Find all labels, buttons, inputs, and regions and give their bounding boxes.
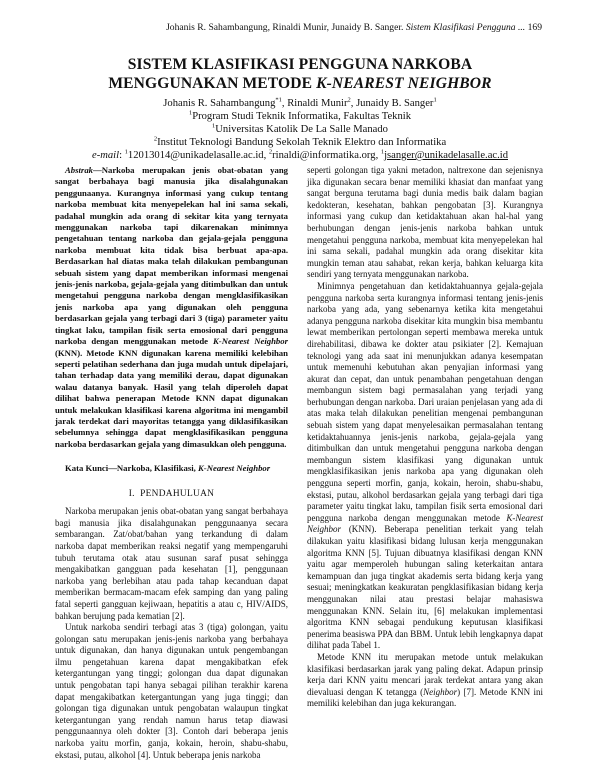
affiliation-3: [0, 136, 600, 149]
affiliation-2-text: Universitas Katolik De La Salle Manado: [215, 124, 388, 135]
author-2-sup: 2: [347, 96, 351, 104]
page-number: 169: [527, 22, 542, 33]
author-list: [0, 97, 600, 110]
affiliation-2: [0, 123, 600, 136]
abstract-label: Abstrak: [65, 165, 94, 175]
abstract-method: K-Nearest Neighbor: [213, 336, 288, 347]
title-line-2: [0, 74, 600, 93]
keywords-italic: K-Nearest Neighbor: [198, 463, 271, 474]
abstract-text-1: —Narkoba merupakan jenis obat-obatan yang sangat berbahaya bagi manusia jika disalahgunakan penggunaanya. Kurangnya informasi yang cukup tentang narkoba membuat kita menyepelekan hal ini sama sekali, padahal mungkin ada orang di sekitar kita yang ternyata menggunakan narkoba tapi dikarenakan minimnya pengetahuan tentang narkoba dan gejala-gejala pengguna narkoba membuat kita tidak bisa berbuat apa-apa. Berdasarkan hal diatas maka telah dilakukan pembangunan sebuah sistem yang dapat memberikan informasi mengenai jenis-jenis narkoba, gejala-gejala yang ditimbulkan dan untuk mengetahui pengguna narkoba dengan mengklasifikasikan jenis narkoba apa yang digunakan oleh pengguna berdasarkan gejala yang terbagi dari 3 (tiga) parameter yaitu tingkat laku, tampilan fisik serta emosional dari pengguna narkoba dengan menggunakan metode: [55, 165, 288, 347]
affiliation-1-sup: 1: [188, 109, 193, 117]
right-paragraph-2-tail: (KNN). Beberapa penelitian terkait yang telah dilakukan yaitu klasifikasi bidang lulusan kerja menggunakan algoritma KNN [5]. Tujuan dibuatnya klasifikasi dengan KNN yaitu agar memperoleh hubungan saling keterkaitan antara kemampuan dan juga tingkat akademis serta bidang kerja yang sesuai; meningkatkan keakuratan pengklasifikasian bidang kerja menggunakan nilai atau prestasi belajar mahasiswa menggunakan KNN. Selain itu, [6] melakukan implementasi algoritma KNN sebagai pendukung keputusan klasifikasi penerima beasiswa PPA dan BBM. Untuk lebih lengkapnya dapat dilihat pada Tabel 1.: [307, 524, 543, 651]
section-heading: [55, 489, 288, 501]
running-head: [166, 22, 542, 33]
right-paragraph-2: [307, 281, 543, 652]
affiliation-1-text: Program Studi Teknik Informatika, Fakultas Teknik: [192, 111, 412, 122]
affiliation-3-sup: 2: [153, 135, 158, 143]
affiliation-1: [0, 110, 600, 123]
running-head-journal: Sistem Klasifikasi Pengguna ...: [405, 22, 526, 33]
section-number: I.: [128, 488, 135, 499]
abstract-text-2: (KNN). Metode KNN digunakan karena memiliki kelebihan seperti pelatihan sederhana dan juga mudah untuk dipelajari, tahan terhadap data yang memiliki derau, dapat digunakan walau datanya banyak. Hasil yang telah diperoleh dapat dilihat bahwa penerapan Metode KNN dapat digunakan untuk melakukan klasifikasi karena algoritma ini mengambil jarak terdekat dari mayoritas tetangga yang diklasifikasikan sebelumnya sehingga dapat mengklasifikasikan pengguna narkoba berdasarkan gejala yang dimasukkan oleh pengguna.: [55, 347, 288, 449]
right-paragraph-3-text: Metode KNN itu merupakan metode untuk melakukan klasifikasi berdasarkan jarak yang paling dekat. Adapun prinsip kerja dari KNN yaitu mencari jarak terdekat antara yang akan dievaluasi dengan K tetangga (: [307, 651, 543, 697]
right-paragraph-1: seperti golongan tiga yakni metadon, naltrexone dan sejenisnya jika digunakan secara benar memiliki khasiat dan manfaat yang sangat berguna terutama bagi dunia medis baik dalam bagian kedokteran, kesehatan, bahkan pengobatan [3]. Kurangnya informasi yang cukup dan ketidaktahuan akan hal-hal yang berhubungan dengan jenis-jenis narkoba bahkan untuk mengetahui pengguna narkoba, membuat kita menyepelekan hal ini sama sekali, padahal mungkin ada orang disekitar kita mungkin teman atau sahabat, rekan kerja, bahkan keluarga kita sendiri yang ternyata menggunakan narkoba.: [307, 165, 543, 280]
right-column: [307, 165, 543, 710]
email-line: e-mail: $^1$12013014@unikadelasalle.ac.id, $^2$rinaldi@informatika.org, $^1$jsanger@unikadelasalle.ac.id: [92, 148, 508, 161]
email-3-sup: 1: [380, 148, 385, 156]
author-3-sup: 1: [433, 96, 437, 104]
author-1-sup: *1: [275, 96, 282, 104]
running-head-authors: Johanis R. Sahambangung, Rinaldi Munir, Junaidy B. Sanger.: [166, 22, 404, 33]
left-column: [55, 165, 288, 761]
title-line-1: SISTEM KLASIFIKASI PENGGUNA NARKOBA: [127, 56, 473, 73]
email-3[interactable]: jsanger@unikadelasalle.ac.id: [384, 150, 508, 161]
affiliation-3-text: Institut Teknologi Bandung Sekolah Teknik Elektro dan Informatika: [157, 137, 447, 148]
email-label: e-mail: [92, 150, 120, 161]
keywords-label: Kata Kunci: [65, 463, 109, 474]
section-title: PENDAHULUAN: [140, 488, 215, 499]
right-paragraph-3-end: memiliki kelebihan dan juga kekurangan.: [307, 698, 457, 709]
author-1: Johanis R. Sahambangung: [163, 98, 276, 109]
author-3: , Junaidy B. Sanger: [350, 98, 434, 109]
left-paragraph-1: Narkoba merupakan jenis obat-obatan yang sangat berbahaya bagi manusia jika disalahgunakan penggunaanya secara sembarangan. Zat/obat/bahan yang terkandung di dalam narkoba dapat memberikan reaksi negatif yang mempengaruhi tubuh terutama otak atau susunan saraf pusat sehingga mengakibatkan gangguan pada kesehatan [1], penggunaan narkoba yang berlebihan atau pada tahap kecanduan dapat memberikan bermacam-macam efek samping dan yang paling fatal seperti gangguan kejiwaan, hepatitis a atau c, HIV/AIDS, bahkan berujung pada kematian [2].: [55, 506, 288, 621]
keywords-text: —Narkoba, Klasifikasi,: [108, 463, 198, 474]
right-paragraph-2-text: Minimnya pengetahuan dan ketidaktahuannya gejala-gejala pengguna narkoba serta kurangnya informasi tentang jenis-jenis narkoba yang ada, yang sebenarnya ketika kita mengetahui adanya pengguna narkoba disekitar kita mungkin bisa membantu lewat memberikan pertolongan seperti membawa mereka untuk direhabilitasi, dibawa ke dokter atau psikiater [2]. Kemajuan teknologi yang ada saat ini menunjukkan adanya kesempatan untuk memenuhi kebutuhan akan penyajian informasi yang akurat dan cepat, dan untuk penambahan pengetahuan dengan membangun sistem bagi permasalahan yang terjadi yang berhubungan dengan narkoba. Dari uraian penjelasan yang ada di atas maka telah dilakukan penelitian mengenai pembangunan sebuah sistem yang dapat menyelesaikan permasalahan tentang ketidaktahuannya jenis-jenis narkoba, gejala-gejala yang ditimbulkan dan untuk mengetahui pengguna narkoba dengan membangun sistem klasifikasi yang digunakan untuk mengklasifikasikan jenis narkoba apa yang digunakan oleh pengguna seperti morfin, ganja, kokain, heroin, shabu-shabu, ekstasi, putau, alkohol berdasarkan gejala yang terbagi dari tiga parameter yaitu tingkat laku, tampilan fisik serta emosional dari pengguna narkoba dengan menggunakan metode: [307, 280, 543, 523]
author-2: , Rinaldi Munir: [281, 98, 348, 109]
paper-title: [0, 55, 600, 93]
title-line-2-prefix: MENGGUNAKAN METODE: [108, 75, 317, 92]
email-1-sup: 1: [124, 148, 128, 156]
email-1[interactable]: 12013014@unikadelasalle.ac.id: [127, 150, 264, 161]
keywords: [55, 463, 288, 474]
right-paragraph-2-method: K-Nearest Neighbor: [307, 512, 543, 535]
left-paragraph-2: Untuk narkoba sendiri terbagi atas 3 (tiga) golongan, yaitu golongan satu merupakan jenis-jenis narkoba yang berbahaya untuk digunakan, dan hanya digunakan untuk pengembangan ilmu pengetahuan karena dapat mengakibatkan efek ketergantungan yang tinggi; golongan dua dapat digunakan untuk pengobatan tapi hanya sebagai pilihan terakhir karena dapat mengakibatkan ketergantungan yang juga tinggi; dan golongan tiga digunakan untuk pengobatan walaupun tingkat ketergantungan yang rendah namun harus tetap diawasi penggunaannya oleh dokter [3]. Contoh dari beberapa jenis narkoba yaitu morfin, ganja, kokain, heroin, shabu-shabu, ekstasi, putau, alkohol [4]. Untuk beberapa jenis narkoba: [55, 622, 288, 760]
author-block: [0, 97, 600, 162]
email-2-sup: 2: [268, 148, 273, 156]
title-line-2-method: K-NEAREST NEIGHBOR: [316, 75, 492, 92]
abstract: [55, 165, 288, 450]
affiliation-2-sup: 1: [212, 122, 216, 130]
right-paragraph-3-italic: Neighbor: [423, 686, 458, 697]
right-paragraph-3-tail: ) [7]. Metode KNN ini: [457, 686, 543, 697]
right-paragraph-3: [307, 652, 543, 710]
email-2[interactable]: rinaldi@informatika.org: [272, 150, 376, 161]
